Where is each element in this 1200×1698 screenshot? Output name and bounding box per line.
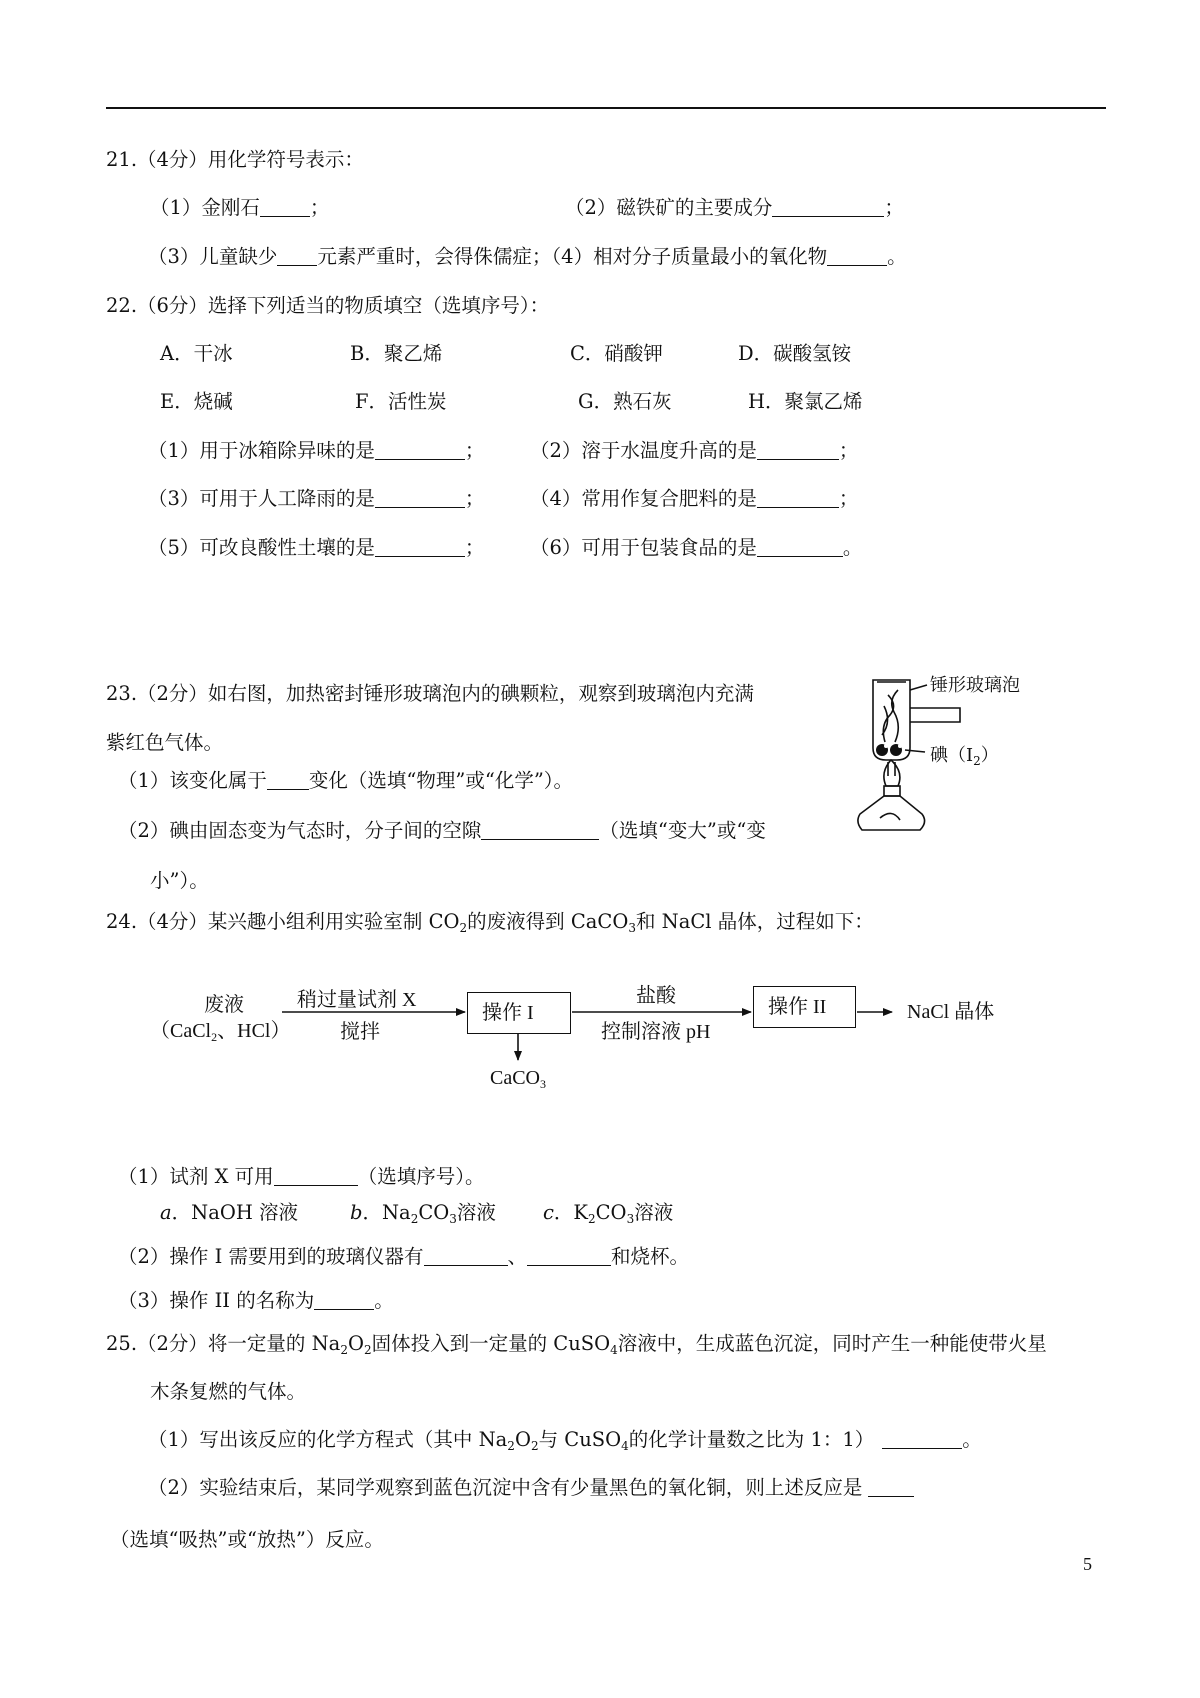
q21-stem: 21.（4分）用化学符号表示：: [106, 148, 364, 171]
option-a: A．干冰: [160, 342, 233, 365]
q25-part1: （1）写出该反应的化学方程式（其中 $Na_2O_2$与 CuSO$_4$的化学计量数之比为 1：1） 。: [148, 1428, 982, 1453]
q24-choice-a: a．NaOH 溶液: [160, 1201, 299, 1224]
answer-blank[interactable]: [868, 1476, 914, 1497]
q24-part1: （1）试剂 X 可用 （选填序号）。: [118, 1165, 485, 1188]
option-h: H．聚氯乙烯: [748, 390, 863, 413]
flow-waste-liquid: 废液: [204, 994, 244, 1016]
q23-stem-line2: 紫红色气体。: [106, 731, 224, 754]
option-b: B．聚乙烯: [350, 342, 443, 365]
q23-part2-cont: 小”）。: [150, 869, 209, 892]
answer-blank[interactable]: [527, 1245, 611, 1266]
flow-operation-2-box: [753, 986, 856, 1028]
q22-item6: （6）可用于包装食品的是 。: [530, 536, 863, 559]
q24-choice-c: c．$K_2CO_3$溶液: [543, 1201, 674, 1226]
q23-part2: （2）碘由固态变为气态时，分子间的空隙 （选填“变大”或“变: [118, 819, 766, 842]
label-bulb: 锤形玻璃泡: [930, 675, 1020, 696]
flow-stir-label: 搅拌: [340, 1021, 380, 1043]
answer-blank[interactable]: [424, 1245, 508, 1266]
page-number: 5: [1083, 1554, 1092, 1574]
q23-part1: （1）该变化属于 变化（选填“物理”或“化学”）。: [118, 769, 574, 792]
q21-part1: （1）金刚石 ；: [150, 196, 330, 219]
q24-stem: 24.（4分）某兴趣小组利用实验室制 $CO_2$的废液得到 CaCO$_3$和 NaCl 晶体，过程如下：: [106, 910, 874, 935]
q25-stem-line1: 25.（2分）将一定量的 $Na_2O_2$固体投入到一定量的 CuSO$_4$溶液中，生成蓝色沉淀，同时产生一种能使带火星: [106, 1332, 1047, 1357]
q22-item1: （1）用于冰箱除异味的是 ；: [148, 439, 485, 462]
q24-choice-b: b．$Na_2CO_3$溶液: [350, 1201, 496, 1226]
flow-hcl-label: 盐酸: [636, 985, 676, 1007]
q24-part3: （3）操作 II 的名称为 。: [118, 1289, 394, 1312]
answer-blank[interactable]: [274, 1165, 358, 1186]
option-g: G．熟石灰: [578, 390, 672, 413]
q23-stem-line1: 23.（2分）如右图，加热密封锤形玻璃泡内的碘颗粒，观察到玻璃泡内充满: [106, 682, 754, 705]
option-f: F．活性炭: [355, 390, 447, 413]
flow-operation-2-label: 操作 II: [768, 996, 827, 1018]
answer-blank[interactable]: [882, 1428, 962, 1449]
q25-part2: （2）实验结束后，某同学观察到蓝色沉淀中含有少量黑色的氧化铜，则上述反应是: [148, 1474, 914, 1502]
option-d: D．碳酸氢铵: [738, 342, 852, 365]
option-e: E．烧碱: [160, 390, 233, 413]
q22-item5: （5）可改良酸性土壤的是 ；: [148, 536, 485, 559]
flow-operation-1-label: 操作 I: [482, 1002, 534, 1024]
q25-part2-cont: （选填“吸热”或“放热”）反应。: [110, 1528, 384, 1551]
flow-operation-1-box: [467, 992, 571, 1034]
flow-reagent-x-label: 稍过量试剂 X: [297, 989, 417, 1011]
q25-stem-line2: 木条复燃的气体。: [150, 1380, 307, 1403]
q21-part3: （3）儿童缺少 元素严重时，会得侏儒症；（4）相对分子质量最小的氧化物 。: [148, 245, 907, 268]
flow-ph-control-label: 控制溶液 pH: [601, 1021, 711, 1043]
label-iodine: 碘$(I_2)$: [930, 745, 999, 768]
q22-item4: （4）常用作复合肥料的是 ；: [530, 487, 859, 510]
option-c: C．硝酸钾: [570, 342, 663, 365]
q22-item3: （3）可用于人工降雨的是 ；: [148, 487, 485, 510]
flow-nacl-product: NaCl 晶体: [907, 1001, 995, 1023]
flow-waste-composition: （CaCl$_2$、HCl）: [150, 1020, 291, 1044]
q21-part2: （2）磁铁矿的主要成分 ；: [565, 196, 904, 219]
q22-stem: 22.（6分）选择下列适当的物质填空（选填序号）：: [106, 294, 550, 317]
answer-blank[interactable]: [314, 1289, 374, 1310]
q22-item2: （2）溶于水温度升高的是 ；: [530, 439, 859, 462]
q24-part2: （2）操作 I 需要用到的玻璃仪器有 、 和烧杯。: [118, 1245, 690, 1268]
flow-caco3-precipitate: CaCO$_3$: [490, 1067, 546, 1091]
